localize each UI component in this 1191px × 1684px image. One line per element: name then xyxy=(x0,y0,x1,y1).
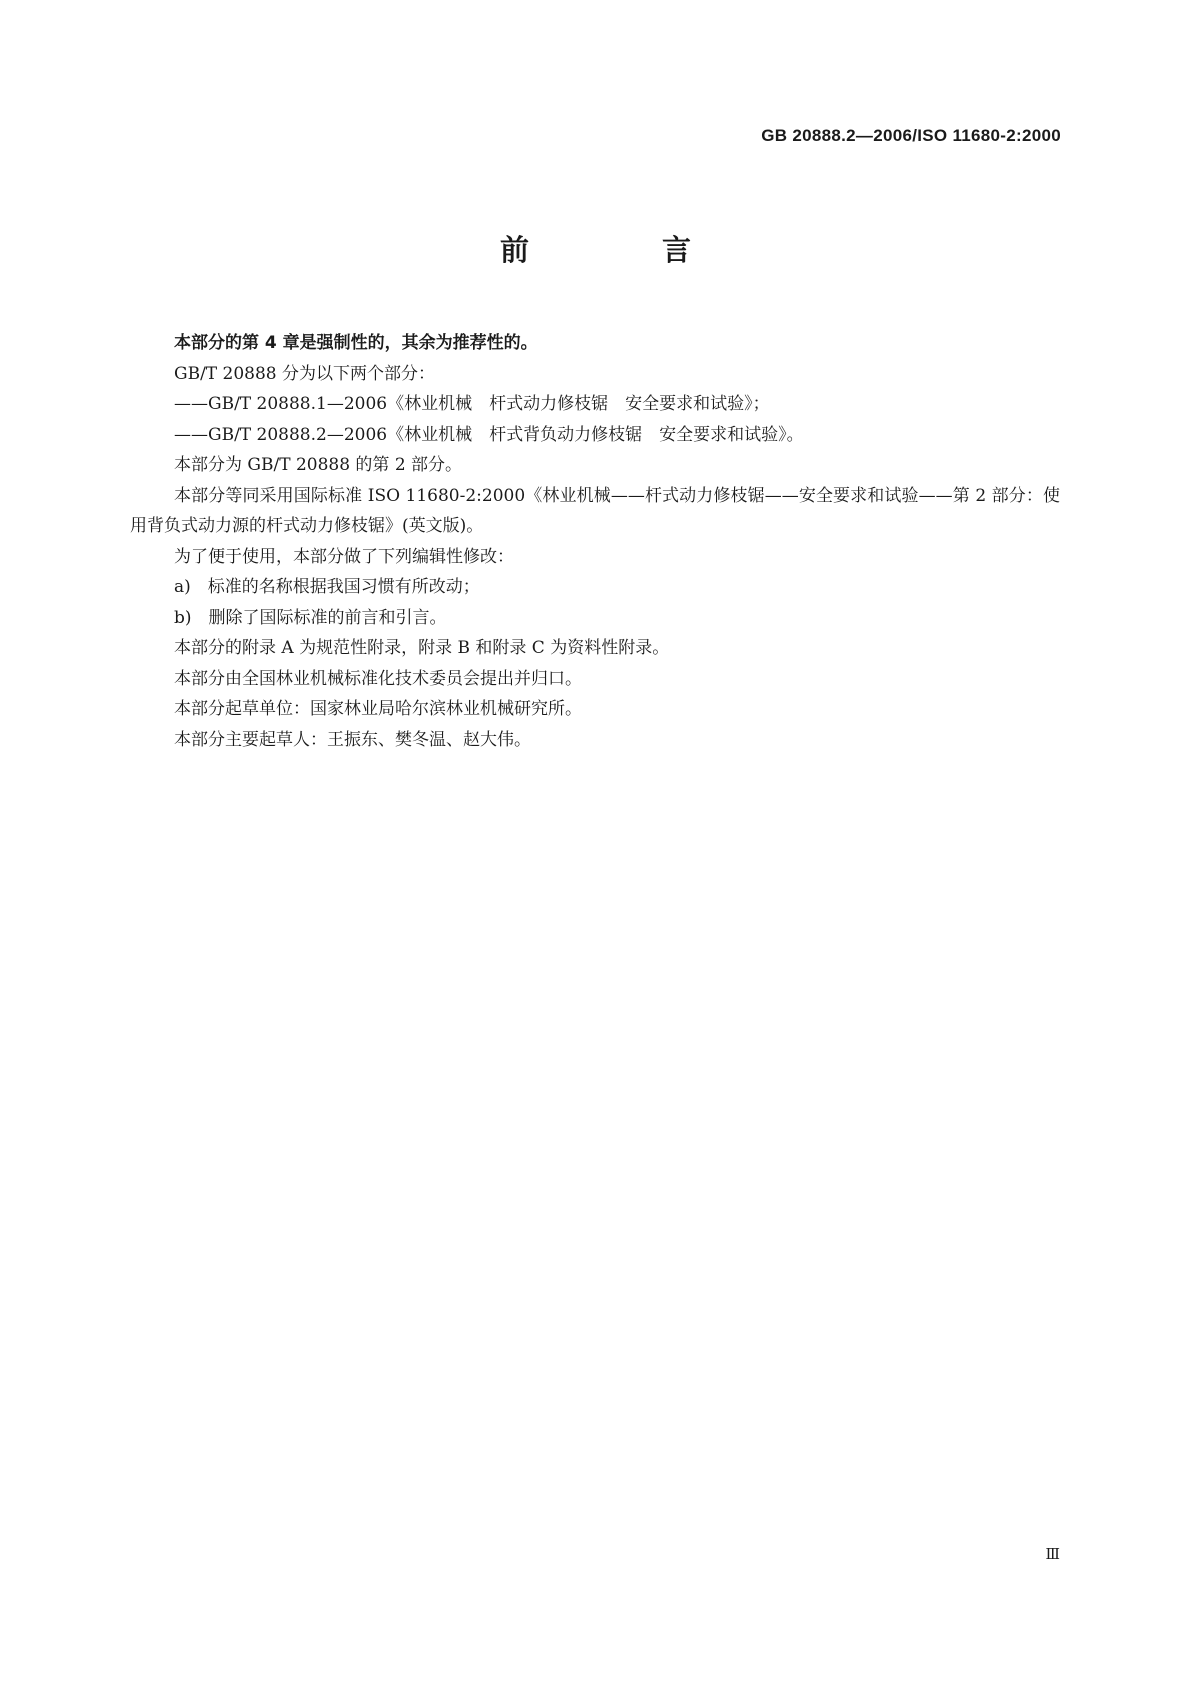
edit-item-b: b) 删除了国际标准的前言和引言。 xyxy=(174,607,447,628)
edits-intro-paragraph: 为了便于使用，本部分做了下列编辑性修改： xyxy=(174,546,514,567)
edit-item-a: a) 标准的名称根据我国习惯有所改动； xyxy=(174,577,480,597)
page-number: Ⅲ xyxy=(1045,1545,1059,1563)
document-body xyxy=(130,328,1060,755)
annex-paragraph: 本部分的附录 A 为规范性附录，附录 B 和附录 C 为资料性附录。 xyxy=(174,638,670,658)
proposer-paragraph: 本部分由全国林业机械标准化技术委员会提出并归口。 xyxy=(174,668,582,689)
part-1-list-item: ——GB/T 20888.1—2006《林业机械 杆式动力修枝锯 安全要求和试验》； xyxy=(174,394,770,414)
page-title: 前 言 xyxy=(499,233,743,267)
parts-intro-paragraph: GB/T 20888 分为以下两个部分： xyxy=(174,363,436,384)
drafting-unit-paragraph: 本部分起草单位：国家林业局哈尔滨林业机械研究所。 xyxy=(174,699,582,719)
part-statement-paragraph: 本部分为 GB/T 20888 的第 2 部分。 xyxy=(174,455,463,475)
drafters-paragraph: 本部分主要起草人：王振东、樊冬温、赵大伟。 xyxy=(174,729,531,750)
mandatory-clause-paragraph: 本部分的第 4 章是强制性的，其余为推荐性的。 xyxy=(174,333,538,353)
standard-code-header: GB 20888.2—2006/ISO 11680-2:2000 xyxy=(761,126,1061,145)
part-2-list-item: ——GB/T 20888.2—2006《林业机械 杆式背负动力修枝锯 安全要求和试验》。 xyxy=(174,424,804,445)
adoption-paragraph: 本部分等同采用国际标准 ISO 11680-2:2000《林业机械——杆式动力修枝锯——安全要求和试验——第 2 部分：使用背负式动力源的杆式动力修枝锯》(英文版)。 xyxy=(130,485,1060,536)
